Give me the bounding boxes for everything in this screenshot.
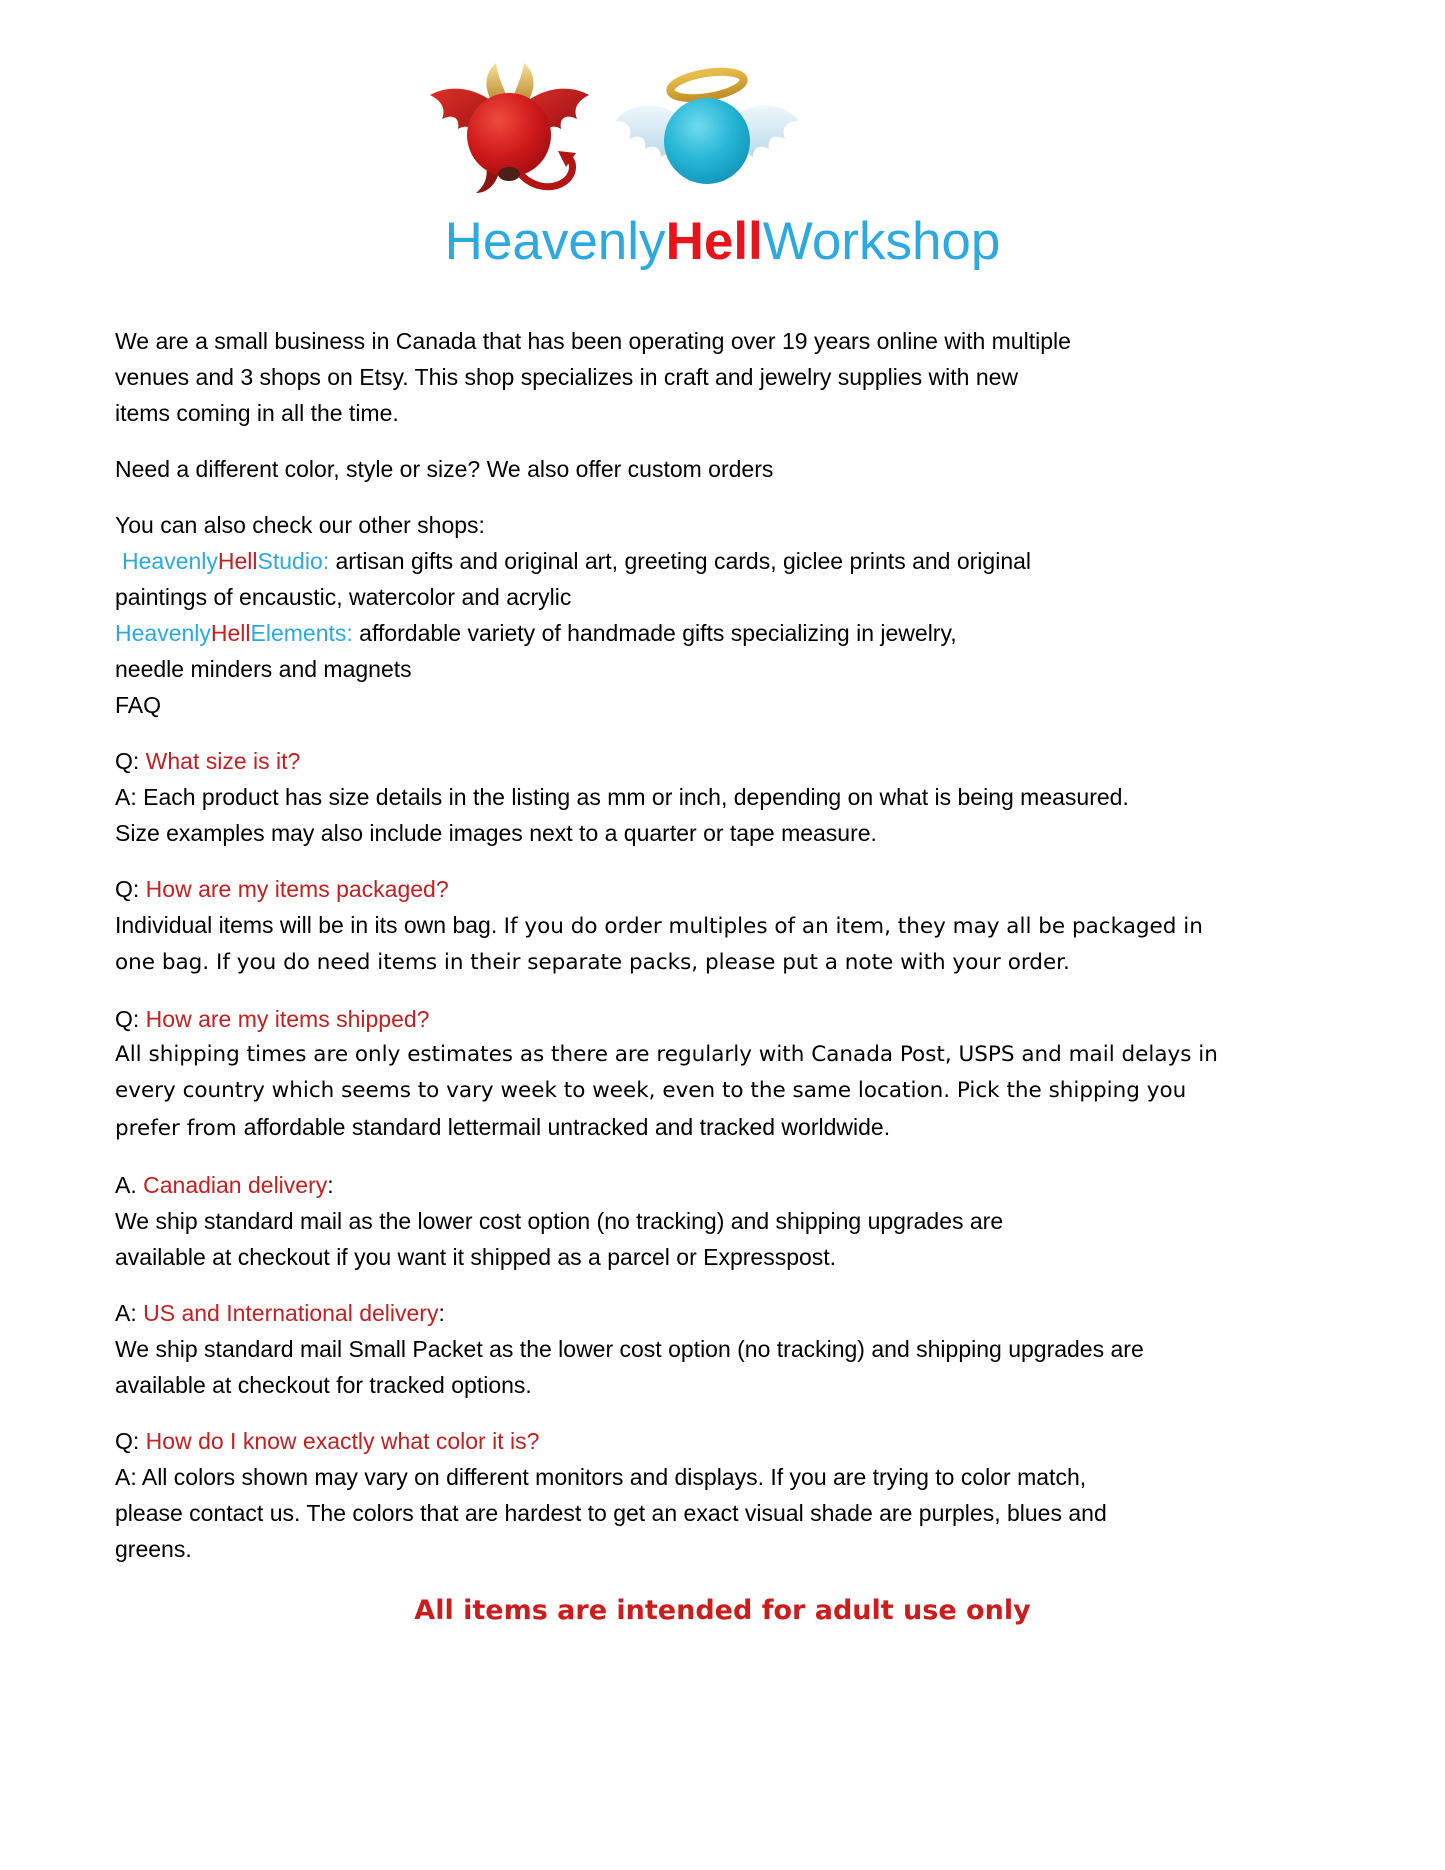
adult-use-notice: All items are intended for adult use only xyxy=(414,1595,1031,1626)
faq-shipping-question: Q: How are my items shipped? xyxy=(115,1006,430,1032)
faq-label: FAQ xyxy=(115,692,162,718)
text-line: greens. xyxy=(115,1536,192,1562)
elements-shop-description: affordable variety of handmade gifts specializing in jewelry, xyxy=(352,620,957,646)
text-line: paintings of encaustic, watercolor and acrylic xyxy=(115,584,572,610)
title-part-heavenly: Heavenly xyxy=(444,212,666,271)
title-part-hell: Hell xyxy=(665,212,763,271)
text-line: All shipping times are only estimates as there are regularly with Canada Post, USPS and mail delays in xyxy=(115,1042,1218,1067)
text-line: A: All colors shown may vary on different monitors and displays. If you are trying to color match, xyxy=(115,1464,1087,1490)
text-line: prefer from affordable standard lettermail untracked and tracked worldwide. xyxy=(115,1114,891,1141)
text-line: Size examples may also include images next to a quarter or tape measure. xyxy=(115,820,877,846)
angel-icon xyxy=(609,55,799,200)
canadian-delivery-heading: A. Canadian delivery: xyxy=(115,1172,334,1198)
text-line: available at checkout if you want it shipped as a parcel or Expresspost. xyxy=(115,1244,837,1270)
faq-color-section xyxy=(115,1423,1330,1567)
us-delivery-heading: A: US and International delivery: xyxy=(115,1300,445,1326)
devil-icon xyxy=(422,55,597,200)
text-line xyxy=(115,615,1330,651)
other-shops-section xyxy=(115,507,1330,723)
title-part-workshop: Workshop xyxy=(762,212,1001,271)
faq-packaging-section xyxy=(115,871,1330,981)
intro-paragraph xyxy=(115,323,1330,431)
text-line: one bag. If you do need items in their separate packs, please put a note with your order. xyxy=(115,950,1070,975)
shop-logo xyxy=(3,55,1218,195)
text-line: We ship standard mail as the lower cost option (no tracking) and shipping upgrades are xyxy=(115,1208,1004,1234)
text-line: A: Each product has size details in the listing as mm or inch, depending on what is being measured. xyxy=(115,784,1129,810)
text-line: every country which seems to vary week to week, even to the same location. Pick the shipping you xyxy=(115,1078,1187,1103)
faq-size-question: Q: What size is it? xyxy=(115,748,301,774)
us-delivery-section xyxy=(115,1295,1330,1403)
text-line xyxy=(115,543,1330,579)
text-line: please contact us. The colors that are hardest to get an exact visual shade are purples, blues and xyxy=(115,1500,1107,1526)
faq-size-section xyxy=(115,743,1330,851)
elements-shop-name: HeavenlyHellElements: xyxy=(115,620,353,646)
shops-heading: You can also check our other shops: xyxy=(115,512,485,538)
text-line: available at checkout for tracked options. xyxy=(115,1372,532,1398)
text-line: items coming in all the time. xyxy=(115,400,399,426)
text-line: We ship standard mail Small Packet as the lower cost option (no tracking) and shipping upgrades are xyxy=(115,1336,1144,1362)
custom-orders-line xyxy=(115,451,1330,487)
faq-color-question: Q: How do I know exactly what color it is? xyxy=(115,1428,540,1454)
text-line: We are a small business in Canada that has been operating over 19 years online with multiple xyxy=(115,328,1071,354)
text-line: Need a different color, style or size? We also offer custom orders xyxy=(115,456,774,482)
faq-packaging-question: Q: How are my items packaged? xyxy=(115,876,449,902)
text-line: venues and 3 shops on Etsy. This shop specializes in craft and jewelry supplies with new xyxy=(115,364,1019,390)
page-title xyxy=(115,207,1330,277)
text-line: Individual items will be in its own bag. If you do order multiples of an item, they may all be packaged in xyxy=(115,912,1203,939)
faq-shipping-section xyxy=(115,1001,1330,1147)
studio-shop-name: HeavenlyHellStudio: xyxy=(122,548,330,574)
text-line: needle minders and magnets xyxy=(115,656,412,682)
canadian-delivery-section xyxy=(115,1167,1330,1275)
studio-shop-description: artisan gifts and original art, greeting cards, giclee prints and original xyxy=(329,548,1032,574)
